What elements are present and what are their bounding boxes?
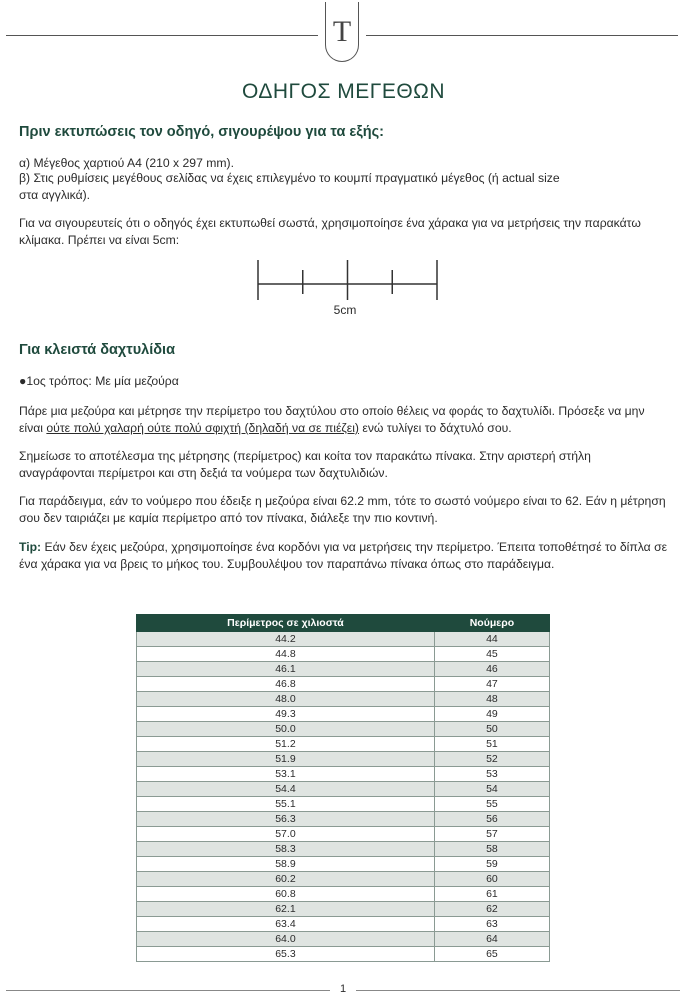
measure-instructions [19,403,669,437]
table-row [137,722,550,737]
perimeter-cell: 53.1 [137,767,435,782]
size-cell: 57 [434,827,549,842]
perimeter-cell: 49.3 [137,707,435,722]
table-header-row [137,615,550,632]
perimeter-cell: 48.0 [137,692,435,707]
method-one-label: ●1ος τρόπος: Με μία μεζούρα [19,374,179,388]
table-row [137,692,550,707]
size-cell: 50 [434,722,549,737]
perimeter-cell: 63.4 [137,917,435,932]
size-cell: 62 [434,902,549,917]
page-header [0,0,687,70]
perimeter-cell: 62.1 [137,902,435,917]
size-column-header: Νούμερο [434,615,549,632]
size-cell: 59 [434,857,549,872]
perimeter-cell: 44.2 [137,632,435,647]
size-cell: 63 [434,917,549,932]
tip-label: Tip: [19,540,42,554]
table-row [137,782,550,797]
table-row [137,662,550,677]
size-cell: 49 [434,707,549,722]
footer-divider-right [356,990,680,991]
footer-divider-left [6,990,330,991]
table-row [137,932,550,947]
table-row [137,887,550,902]
example-text: Για παράδειγμα, εάν το νούμερο που έδειξε η μεζούρα είναι 62.2 mm, τότε το σωστό νούμερο είναι το 62. Εάν η μέτρηση σου δεν ταιριάζει με καμία περίμετρο από τον πίνακα, διάλεξε την πιο κοντινή. [19,494,666,525]
ring-size-table [136,614,550,962]
size-cell: 61 [434,887,549,902]
page-size-item: β) Στις ρυθμίσεις μεγέθους σελίδας να έχεις επιλεγμένο το κουμπί πραγματικό μέγεθος (ή actual size στα αγγλικά). [19,171,560,202]
table-row [137,752,550,767]
verify-scale-text: Για να σιγουρευτείς ότι ο οδηγός έχει εκτυπωθεί σωστά, χρησιμοποίησε ένα χάρακα για να μετρήσεις την παρακάτω κλίμακα. Πρέπει να είναι 5cm: [19,216,641,247]
perimeter-cell: 44.8 [137,647,435,662]
measure-text-end: ενώ τυλίγει το δάχτυλό σου. [359,421,512,435]
perimeter-cell: 51.9 [137,752,435,767]
size-cell: 58 [434,842,549,857]
perimeter-cell: 56.3 [137,812,435,827]
perimeter-cell: 55.1 [137,797,435,812]
tip-paragraph [19,539,669,573]
table-body [137,632,550,962]
table-row [137,947,550,962]
size-cell: 44 [434,632,549,647]
size-cell: 47 [434,677,549,692]
size-cell: 48 [434,692,549,707]
table-row [137,797,550,812]
print-check-heading: Πριν εκτυπώσεις τον οδηγό, σιγουρέψου για τα εξής: [19,124,384,140]
size-cell: 51 [434,737,549,752]
size-cell: 45 [434,647,549,662]
table-row [137,767,550,782]
ruler-label: 5cm [333,303,357,317]
size-cell: 54 [434,782,549,797]
page-number: 1 [339,983,347,995]
brand-logo: T [325,2,359,62]
size-cell: 52 [434,752,549,767]
table-row [137,677,550,692]
perimeter-cell: 57.0 [137,827,435,842]
table-row [137,872,550,887]
perimeter-cell: 65.3 [137,947,435,962]
header-divider-right [366,35,678,36]
table-row [137,737,550,752]
table-usage-text: Σημείωσε το αποτέλεσμα της μέτρησης (περίμετρος) και κοίτα τον παρακάτω πίνακα. Στην αριστερή στήλη αναγράφονται περίμετροι και στη δεξιά τα νούμερα των δαχτυλιδιών. [19,449,591,480]
perimeter-column-header: Περίμετρος σε χιλιοστά [137,615,435,632]
size-cell: 60 [434,872,549,887]
size-cell: 53 [434,767,549,782]
fit-warning-underlined: ούτε πολύ χαλαρή ούτε πολύ σφιχτή (δηλαδή να σε πιέζει) [46,421,359,435]
perimeter-cell: 60.8 [137,887,435,902]
perimeter-cell: 60.2 [137,872,435,887]
size-cell: 56 [434,812,549,827]
size-cell: 65 [434,947,549,962]
perimeter-cell: 54.4 [137,782,435,797]
size-cell: 64 [434,932,549,947]
perimeter-cell: 58.9 [137,857,435,872]
size-cell: 46 [434,662,549,677]
table-row [137,632,550,647]
perimeter-cell: 46.8 [137,677,435,692]
table-row [137,707,550,722]
table-row [137,827,550,842]
closed-rings-heading: Για κλειστά δαχτυλίδια [19,342,176,358]
tip-text: Εάν δεν έχεις μεζούρα, χρησιμοποίησε ένα κορδόνι για να μετρήσεις την περίμετρο. Έπειτα τοποθέτησέ το δίπλα σε ένα χάρακα για να βρεις το μήκος του. Συμβουλέψου τον παραπάνω πίνακα όπως στο παράδειγμα. [19,540,668,571]
table-row [137,647,550,662]
perimeter-cell: 64.0 [137,932,435,947]
perimeter-cell: 50.0 [137,722,435,737]
size-cell: 55 [434,797,549,812]
page-title: ΟΔΗΓΟΣ ΜΕΓΕΘΩΝ [241,80,446,103]
paper-size-item: α) Μέγεθος χαρτιού Α4 (210 x 297 mm). [19,156,234,170]
table-row [137,857,550,872]
header-divider-left [6,35,318,36]
table-row [137,902,550,917]
perimeter-cell: 51.2 [137,737,435,752]
table-row [137,842,550,857]
measure-text-start: Πάρε μια μεζούρα και μέτρησε την περίμετρο του δαχτύλου στο οποίο θέλεις να φοράς το δαχτυλίδι. Πρόσεξε να μην είναι [19,404,645,435]
table-row [137,917,550,932]
perimeter-cell: 58.3 [137,842,435,857]
table-row [137,812,550,827]
perimeter-cell: 46.1 [137,662,435,677]
